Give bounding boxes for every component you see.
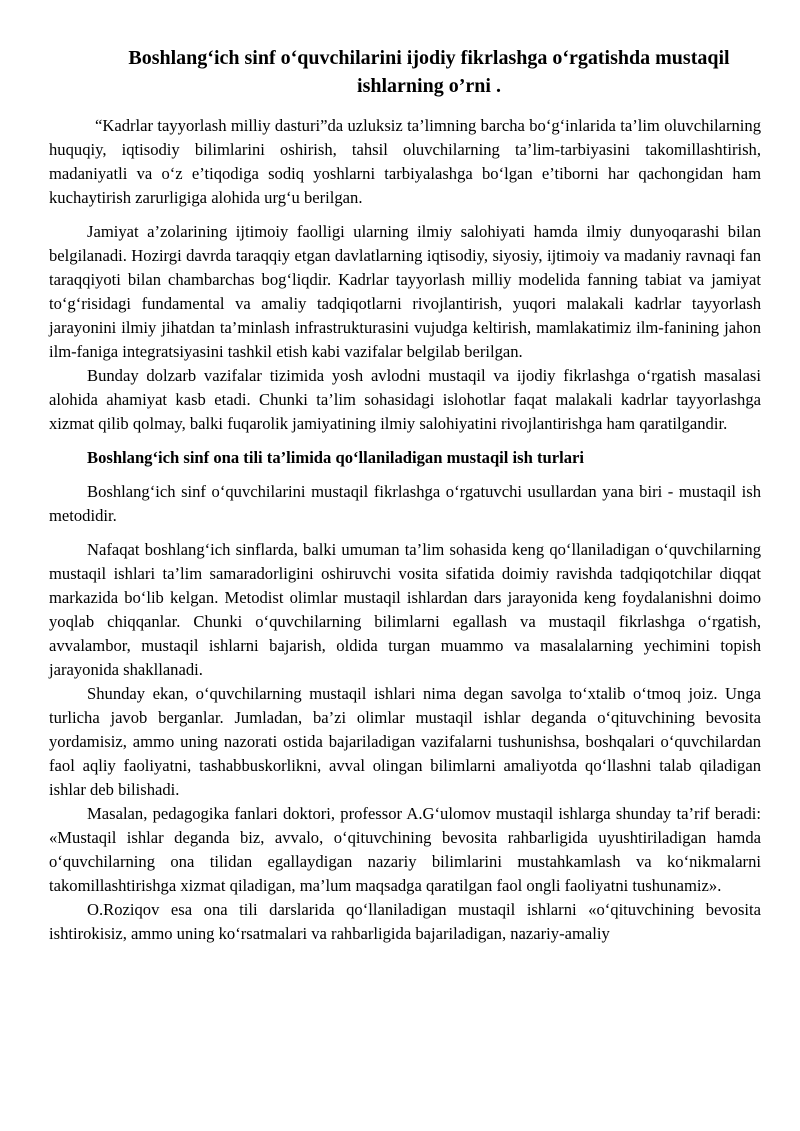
paragraph-tasks: Bunday dolzarb vazifalar tizimida yosh avlodni mustaqil va ijodiy fikrlashga o‘rgatish masalasi alohida ahamiyat kasb etadi. Chunki ta’lim sohasidagi islohotlar faqat malakali kadrlar tayyorlashga xizmat qilib qolmay, balki fuqarolik jamiyatining ilmiy salohiyatini rivojlantirishga ham qaratilgandir. bbox=[49, 366, 761, 433]
paragraph-intro: “Kadrlar tayyorlash milliy dasturi”da uzluksiz ta’limning barcha bo‘g‘inlarida ta’lim oluvchilarning huquqiy, iqtisodiy bilimlarini oshirish, tahsil oluvchilarning ta’lim-tarbiyasini takomillashtirish, madaniyatli va o‘z e’tiqodiga sodiq yoshlarni tarbiyalashga bo‘lgan e’tiborni har qachongidan ham kuchaytirish zarurligiga alohida urg‘u berilgan. bbox=[49, 116, 761, 207]
paragraph-research: Nafaqat boshlang‘ich sinflarda, balki umuman ta’lim sohasida keng qo‘llaniladigan o‘quvchilarning mustaqil ishlari ta’lim samaradorligini oshiruvchi vosita sifatida doimiy ravishda tadqiqotchilar diqqat markazida bo‘lib kelgan. Metodist olimlar mustaqil ishlardan dars jarayonida keng foydalanishni doimo yoqlab chiqqanlar. Chunki o‘quvchilarning bilimlarni egallash va mustaqil fikrlashga o‘rgatish, avvalambor, mustaqil ishlarni bajarish, oldida turgan muammo va masalalarning yechimini topish jarayonida shakllanadi. bbox=[49, 540, 761, 679]
paragraph-gulomov: Masalan, pedagogika fanlari doktori, professor A.G‘ulomov mustaqil ishlarga shunday ta’rif beradi: «Mustaqil ishlar deganda biz, avvalo, o‘qituvchining bevosita rahbarligida uyushtiriladigan hamda o‘quvchilarning ona tilidan egallaydigan nazariy bilimlarini mustahkamlash va ko‘nikmalarni takomillashtirishga xizmat qiladigan, ma’lum maqsadga qaratilgan faol ongli faoliyatni tushunamiz». bbox=[49, 804, 761, 895]
paragraph-society: Jamiyat a’zolarining ijtimoiy faolligi ularning ilmiy salohiyati hamda ilmiy dunyoqarashi bilan belgilanadi. Hozirgi davrda taraqqiy etgan davlatlarning iqtisodiy, siyosiy, ijtimoiy va madaniy ravnaqi fan taraqqiyoti bilan chambarchas bog‘liqdir. Kadrlar tayyorlash milliy modelida fanning tabiat va jamiyat to‘g‘risidagi fundamental va amaliy tadqiqotlarni rivojlantirish, yuqori malakali kadrlar tayyorlash jarayonini ilmiy jihatdan ta’minlash infrastrukturasini vujudga keltirish, mamlakatimiz ilm-fanining jahon ilm-faniga integratsiyasini tashkil etish kabi vazifalar belgilab berilgan. bbox=[49, 222, 761, 361]
paragraph-method: Boshlang‘ich sinf o‘quvchilarini mustaqil fikrlashga o‘rgatuvchi usullardan yana biri - mustaqil ish metodidir. bbox=[49, 482, 761, 525]
document-title: Boshlang‘ich sinf o‘quvchilarini ijodiy fikrlashga o‘rgatishda mustaqil ishlarning o’rni . bbox=[128, 47, 730, 97]
paragraph-roziqov: O.Roziqov esa ona tili darslarida qo‘llaniladigan mustaqil ishlarni «o‘qituvchining bevosita ishtirokisiz, ammo uning ko‘rsatmalari va rahbarligida bajariladigan, nazariy-amaliy bbox=[49, 900, 761, 943]
paragraph-definition: Shunday ekan, o‘quvchilarning mustaqil ishlari nima degan savolga to‘xtalib o‘tmoq joiz. Unga turlicha javob berganlar. Jumladan, ba’zi olimlar mustaqil ishlar deganda o‘qituvchining bevosita yordamisiz, ammo uning nazorati ostida bajariladigan vazifalarni tushunishsa, boshqalari o‘quvchilardan faol aqliy faoliyatni, tashabbuskorlikni, avval olingan bilimlarni amaliyotda qo‘llashni talab qiladigan ishlar deb bilishadi. bbox=[49, 684, 761, 799]
section-heading: Boshlang‘ich sinf ona tili ta’limida qo‘llaniladigan mustaqil ish turlari bbox=[87, 448, 584, 467]
